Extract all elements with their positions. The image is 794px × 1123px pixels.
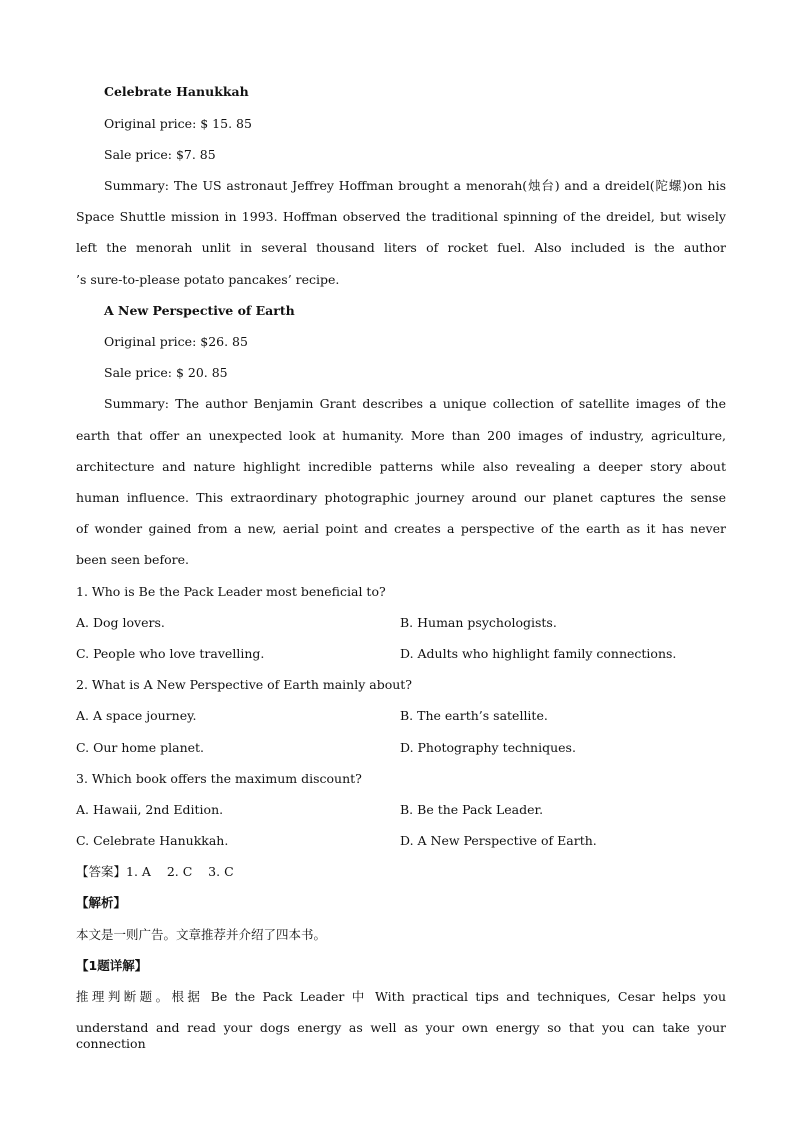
detail-line: 推理判断题。根据 Be the Pack Leader 中 With practical tips and techniques, Cesar helps you xyxy=(76,989,726,1004)
analysis-text: 本文是一则广告。文章推荐并介绍了四本书。 xyxy=(76,927,327,942)
option-d: D. Adults who highlight family connections. xyxy=(400,646,677,661)
question-stem: 3. Which book offers the maximum discount? xyxy=(76,771,362,786)
option-b: B. Human psychologists. xyxy=(400,615,557,630)
option-b: B. The earth’s satellite. xyxy=(400,708,548,723)
sale-price: Sale price: $ 20. 85 xyxy=(104,365,228,380)
option-row xyxy=(76,708,726,724)
original-price: Original price: $26. 85 xyxy=(104,334,248,349)
option-c: C. Celebrate Hanukkah. xyxy=(76,833,229,848)
option-c: C. Our home planet. xyxy=(76,740,205,755)
question-stem: 1. Who is Be the Pack Leader most beneficial to? xyxy=(76,584,386,599)
summary-line: human influence. This extraordinary photographic journey around our planet captures the sense xyxy=(76,490,726,505)
detail-line: understand and read your dogs energy as well as your own energy so that you can take your connection xyxy=(76,1020,726,1051)
sale-price: Sale price: $7. 85 xyxy=(104,147,216,162)
summary-line: of wonder gained from a new, aerial point and creates a perspective of the earth as it has never xyxy=(76,521,726,536)
option-a: A. Dog lovers. xyxy=(76,615,165,630)
option-d: D. Photography techniques. xyxy=(400,740,576,755)
option-row xyxy=(76,833,726,849)
analysis-label: 【解析】 xyxy=(76,895,127,910)
summary-line: Summary: The US astronaut Jeffrey Hoffman brought a menorah(烛台) and a dreidel(陀螺)on his xyxy=(104,178,726,193)
option-a: A. A space journey. xyxy=(76,708,197,723)
original-price: Original price: $ 15. 85 xyxy=(104,116,252,131)
option-b: B. Be the Pack Leader. xyxy=(400,802,544,817)
option-row xyxy=(76,802,726,818)
option-row xyxy=(76,615,726,631)
option-row xyxy=(76,740,726,756)
answer-key: 【答案】1. A 2. C 3. C xyxy=(76,864,234,879)
option-c: C. People who love travelling. xyxy=(76,646,265,661)
book-title-earth: A New Perspective of Earth xyxy=(104,303,295,318)
summary-line: ’s sure-to-please potato pancakes’ recipe. xyxy=(76,272,340,287)
summary-line: Summary: The author Benjamin Grant describes a unique collection of satellite images of the xyxy=(104,396,726,411)
option-d: D. A New Perspective of Earth. xyxy=(400,833,597,848)
option-a: A. Hawaii, 2nd Edition. xyxy=(76,802,224,817)
option-row xyxy=(76,646,726,662)
question-stem: 2. What is A New Perspective of Earth mainly about? xyxy=(76,677,412,692)
summary-line: Space Shuttle mission in 1993. Hoffman observed the traditional spinning of the dreidel, but wisely xyxy=(76,209,726,224)
summary-line: been seen before. xyxy=(76,552,189,567)
summary-line: left the menorah unlit in several thousand liters of rocket fuel. Also included is the author xyxy=(76,240,726,255)
summary-line: earth that offer an unexpected look at humanity. More than 200 images of industry, agriculture, xyxy=(76,428,726,443)
book-title-hanukkah: Celebrate Hanukkah xyxy=(104,84,249,99)
detail-label: 【1题详解】 xyxy=(76,958,148,973)
summary-line: architecture and nature highlight incredible patterns while also revealing a deeper story about xyxy=(76,459,726,474)
